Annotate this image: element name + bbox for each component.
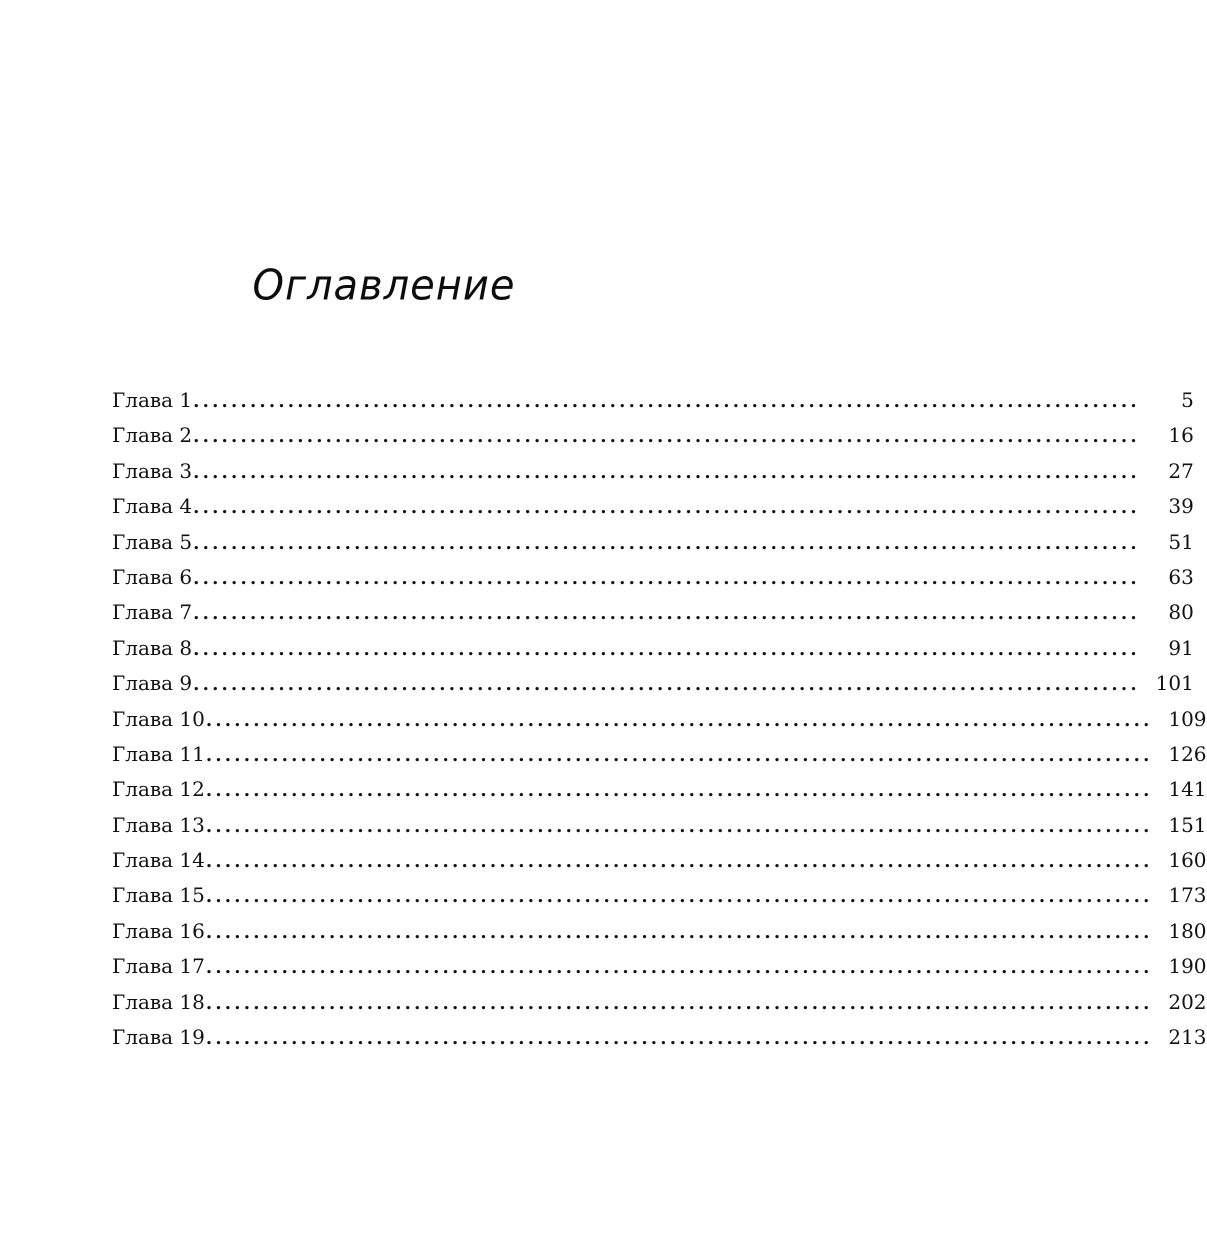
toc-entry-label: Глава 19: [112, 1025, 205, 1050]
toc-entry-label: Глава 16: [112, 918, 205, 943]
toc-entry-page: 91: [1168, 635, 1194, 660]
toc-leader-dots: ....................................................................................................: [205, 815, 1153, 837]
toc-entry-page: 173: [1168, 883, 1207, 908]
toc-entry-page: 101: [1155, 671, 1194, 696]
toc-entry-page: 63: [1168, 564, 1194, 589]
toc-entry: [112, 703, 1207, 738]
toc-leader-dots: ....................................................................................................: [193, 532, 1140, 554]
toc-entry-page: 16: [1168, 423, 1194, 448]
toc-entry-page: 109: [1168, 706, 1207, 731]
toc-entry-page: 151: [1168, 812, 1207, 837]
toc-entry: [112, 561, 1194, 596]
toc-entry-label: Глава 9: [112, 671, 193, 696]
toc-entry-page: 141: [1168, 777, 1207, 802]
toc-entry-label: Глава 12: [112, 777, 205, 802]
toc-entry-label: Глава 1: [112, 388, 193, 412]
toc-leader-dots: ....................................................................................................: [205, 1028, 1153, 1050]
toc-entry-label: Глава 10: [112, 706, 205, 731]
toc-leader-dots: ....................................................................................................: [205, 851, 1153, 873]
toc-entry-page: 5: [1181, 388, 1194, 412]
toc-entry: [112, 667, 1194, 702]
toc-leader-dots: ....................................................................................................: [205, 886, 1153, 908]
toc-entry: [112, 809, 1207, 844]
toc-leader-dots: ....................................................................................................: [193, 391, 1140, 412]
toc-entry-label: Глава 5: [112, 529, 193, 554]
toc-entry-page: 39: [1168, 494, 1194, 519]
toc-entry-label: Глава 14: [112, 848, 205, 873]
toc-entry: [112, 915, 1207, 950]
toc-entry: [112, 986, 1207, 1021]
toc-entry: [112, 950, 1207, 985]
toc-entry-page: 27: [1168, 458, 1194, 483]
toc-leader-dots: ....................................................................................................: [205, 780, 1153, 802]
toc-entry-page: 180: [1168, 918, 1207, 943]
toc-leader-dots: ....................................................................................................: [193, 497, 1140, 519]
toc-entry-label: Глава 13: [112, 812, 205, 837]
toc-entry-label: Глава 8: [112, 635, 193, 660]
toc-entry: [112, 419, 1194, 454]
toc-leader-dots: ....................................................................................................: [205, 957, 1153, 979]
toc-entry-label: Глава 3: [112, 458, 193, 483]
toc-entry: [112, 455, 1194, 490]
toc-entry-label: Глава 18: [112, 989, 205, 1014]
toc-entry: [112, 490, 1194, 525]
toc-entry-page: 190: [1168, 954, 1207, 979]
toc-entry-label: Глава 15: [112, 883, 205, 908]
toc-leader-dots: ....................................................................................................: [205, 921, 1153, 943]
toc-entry-page: 213: [1168, 1025, 1207, 1050]
toc-entry-label: Глава 17: [112, 954, 205, 979]
toc-entry: [112, 526, 1194, 561]
toc-entry-page: 202: [1168, 989, 1207, 1014]
toc-entry-label: Глава 4: [112, 494, 193, 519]
toc-entry-label: Глава 7: [112, 600, 193, 625]
toc-entry: [112, 879, 1207, 914]
toc-entry: [112, 384, 1194, 419]
toc-entry-label: Глава 11: [112, 741, 205, 766]
toc-entry-label: Глава 2: [112, 423, 193, 448]
toc-entry: [112, 844, 1207, 879]
toc-entry: [112, 1021, 1207, 1056]
toc-leader-dots: ....................................................................................................: [205, 992, 1153, 1014]
toc-entry-page: 51: [1168, 529, 1194, 554]
toc-entry-page: 160: [1168, 848, 1207, 873]
toc-entry-page: 80: [1168, 600, 1194, 625]
toc-leader-dots: ....................................................................................................: [193, 567, 1140, 589]
toc-entry: [112, 773, 1207, 808]
table-of-contents: [112, 384, 1207, 1056]
toc-leader-dots: ....................................................................................................: [205, 709, 1153, 731]
toc-leader-dots: ....................................................................................................: [193, 603, 1140, 625]
toc-leader-dots: ....................................................................................................: [193, 461, 1140, 483]
toc-entry: [112, 596, 1194, 631]
toc-entry-page: 126: [1168, 741, 1207, 766]
toc-entry: [112, 738, 1207, 773]
page-title: Оглавление: [252, 261, 516, 311]
toc-leader-dots: ....................................................................................................: [205, 744, 1153, 766]
toc-leader-dots: ....................................................................................................: [193, 638, 1140, 660]
toc-leader-dots: ....................................................................................................: [193, 426, 1140, 448]
toc-entry: [112, 632, 1194, 667]
toc-leader-dots: ....................................................................................................: [193, 674, 1140, 696]
toc-entry-label: Глава 6: [112, 564, 193, 589]
